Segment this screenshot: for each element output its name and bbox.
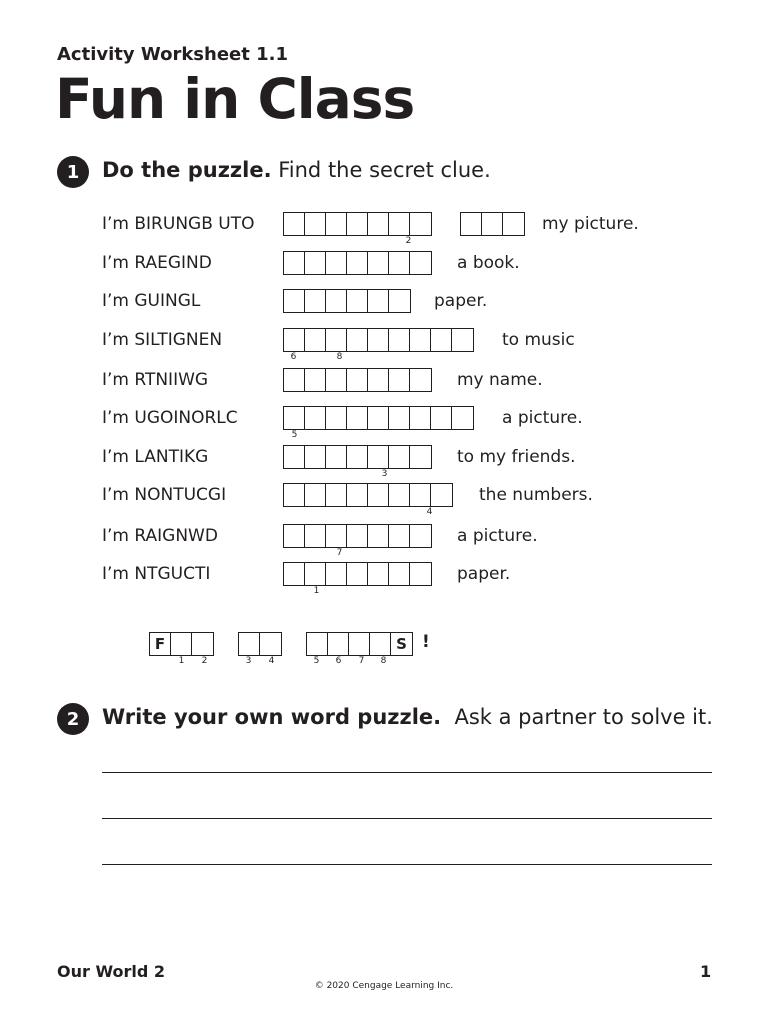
letter-number-mark: 4 <box>426 507 433 517</box>
sentence-end: a book. <box>457 253 520 273</box>
clue-last-letter: S <box>396 635 407 653</box>
instruction-text: Ask a partner to solve it. <box>441 705 713 729</box>
writing-line[interactable] <box>102 864 712 865</box>
sentence-end: to my friends. <box>457 447 576 467</box>
answer-boxes[interactable] <box>283 483 453 507</box>
puzzle-row <box>0 328 768 362</box>
instruction-text: Find the secret clue. <box>271 158 491 182</box>
clue-exclamation: ! <box>422 632 430 652</box>
section-number-badge: 1 <box>57 156 89 188</box>
puzzle-row <box>0 251 768 275</box>
sentence-end: a picture. <box>457 526 538 546</box>
clue-word-1-boxes[interactable] <box>149 632 214 656</box>
writing-line[interactable] <box>102 818 712 819</box>
scrambled-word: I’m RAEGIND <box>102 253 212 273</box>
answer-boxes[interactable] <box>283 445 432 469</box>
clue-number: 6 <box>335 656 342 666</box>
answer-boxes[interactable] <box>283 212 432 236</box>
book-title: Our World 2 <box>57 962 166 981</box>
copyright: © 2020 Cengage Learning Inc. <box>314 981 454 991</box>
clue-number: 1 <box>178 656 185 666</box>
instruction-bold: Write your own word puzzle. <box>102 705 442 729</box>
sentence-end: a picture. <box>502 408 583 428</box>
scrambled-word: I’m RAIGNWD <box>102 526 218 546</box>
puzzle-row <box>0 483 768 517</box>
clue-number: 8 <box>380 656 387 666</box>
puzzle-row <box>0 562 768 596</box>
letter-number-mark: 2 <box>405 236 412 246</box>
scrambled-word: I’m NONTUCGI <box>102 485 227 505</box>
writing-line[interactable] <box>102 772 712 773</box>
puzzle-row <box>0 406 768 440</box>
clue-first-letter: F <box>150 633 171 655</box>
letter-number-mark: 8 <box>336 352 343 362</box>
puzzle-row <box>0 212 768 246</box>
scrambled-word: I’m BIRUNGB UTO <box>102 214 255 234</box>
answer-boxes[interactable] <box>283 368 432 392</box>
answer-boxes[interactable] <box>283 406 474 430</box>
clue-number: 4 <box>268 656 275 666</box>
clue-number: 5 <box>313 656 320 666</box>
secret-clue <box>0 632 768 666</box>
page-title: Fun in Class <box>55 67 415 131</box>
clue-word-2-boxes[interactable] <box>238 632 282 656</box>
scrambled-word: I’m RTNIIWG <box>102 370 209 390</box>
scrambled-word: I’m LANTIKG <box>102 447 209 467</box>
worksheet-subtitle: Activity Worksheet 1.1 <box>57 44 289 65</box>
sentence-end: the numbers. <box>479 485 593 505</box>
sentence-end: paper. <box>434 291 488 311</box>
clue-number: 2 <box>201 656 208 666</box>
answer-boxes[interactable] <box>283 251 432 275</box>
sentence-end: my name. <box>457 370 543 390</box>
scrambled-word: I’m NTGUCTI <box>102 564 211 584</box>
sentence-end: my picture. <box>542 214 639 234</box>
sentence-end: paper. <box>457 564 511 584</box>
answer-boxes[interactable] <box>460 212 525 236</box>
puzzle-row <box>0 445 768 479</box>
letter-number-mark: 1 <box>313 586 320 596</box>
page-number: 1 <box>700 962 712 981</box>
scrambled-word: I’m UGOINORLC <box>102 408 238 428</box>
section-number-badge: 2 <box>57 703 89 735</box>
instruction-bold: Do the puzzle. <box>102 158 272 182</box>
letter-number-mark: 7 <box>336 548 343 558</box>
clue-number: 3 <box>245 656 252 666</box>
scrambled-word: I’m SILTIGNEN <box>102 330 223 350</box>
answer-boxes[interactable] <box>283 562 432 586</box>
answer-boxes[interactable] <box>283 524 432 548</box>
scrambled-word: I’m GUINGL <box>102 291 201 311</box>
answer-boxes[interactable] <box>283 328 474 352</box>
clue-number: 7 <box>358 656 365 666</box>
letter-number-mark: 5 <box>291 430 298 440</box>
puzzle-row <box>0 368 768 392</box>
puzzle-row <box>0 289 768 313</box>
letter-number-mark: 6 <box>290 352 297 362</box>
clue-word-3-boxes[interactable] <box>306 632 413 656</box>
puzzle-row <box>0 524 768 558</box>
letter-number-mark: 3 <box>381 469 388 479</box>
sentence-end: to music <box>502 330 575 350</box>
answer-boxes[interactable] <box>283 289 411 313</box>
section-1-instruction <box>102 158 491 182</box>
section-2-instruction <box>102 705 713 729</box>
